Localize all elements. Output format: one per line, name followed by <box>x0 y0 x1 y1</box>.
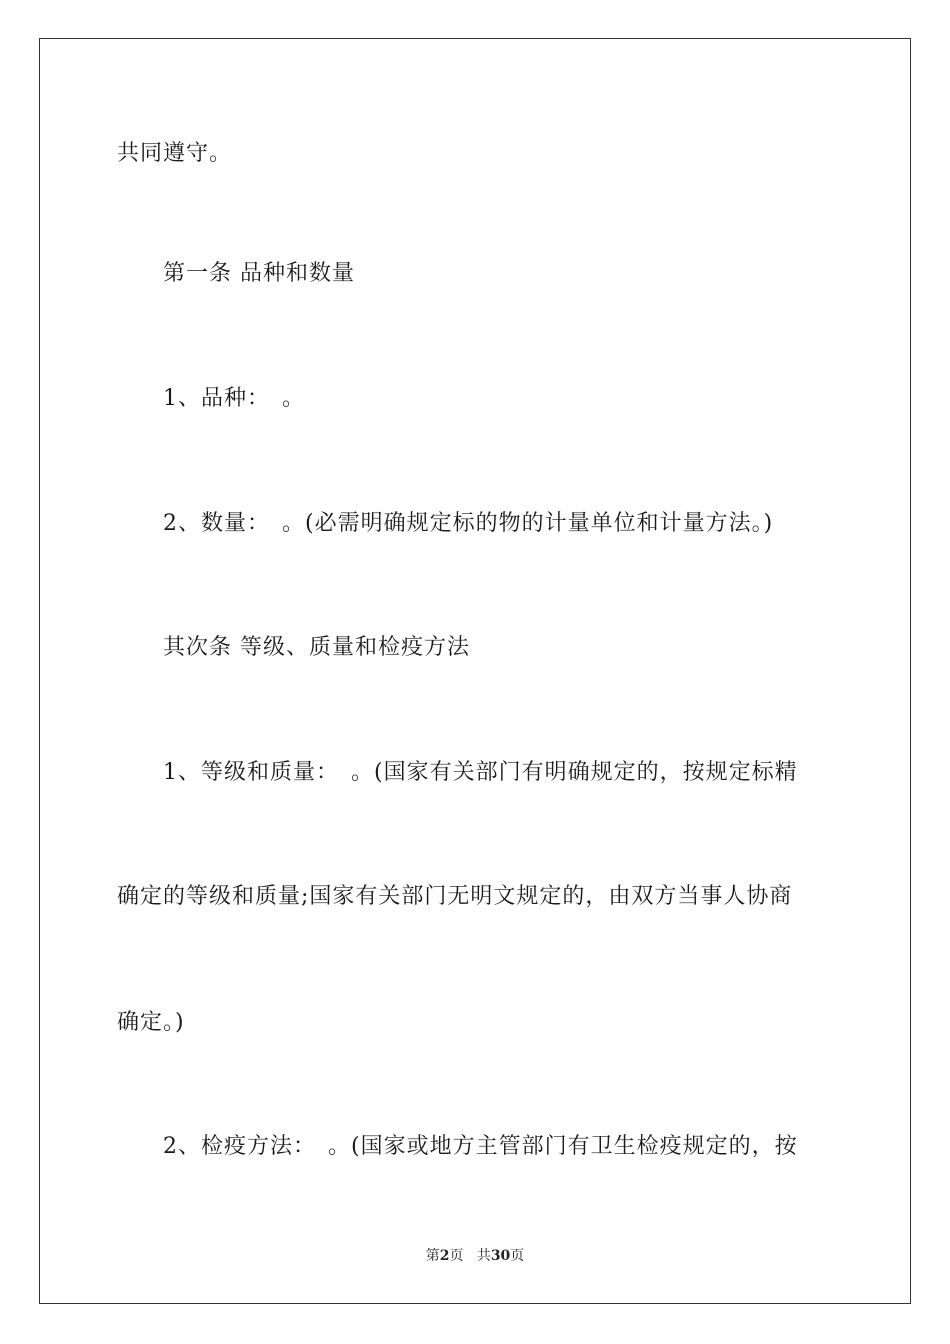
article-1-heading: 第一条 品种和数量 <box>163 261 355 286</box>
page-footer <box>0 1246 950 1266</box>
text-line-grade-quality-end: 确定。) <box>117 1010 185 1035</box>
text-line-grade-quality-cont: 确定的等级和质量;国家有关部门无明文规定的，由双方当事人协商 <box>117 884 793 909</box>
article-2-heading: 其次条 等级、质量和检疫方法 <box>163 635 470 660</box>
footer-total-prefix: 共 <box>476 1248 491 1264</box>
text-line-grade-quality: 1、等级和质量： 。(国家有关部门有明确规定的，按规定标精 <box>163 760 798 785</box>
footer-total-pages: 30 <box>490 1248 511 1264</box>
footer-page-suffix: 页 <box>449 1248 464 1264</box>
text-line-variety: 1、品种： 。 <box>163 386 305 411</box>
footer-total-suffix: 页 <box>510 1248 525 1264</box>
text-line-inspection: 2、检疫方法： 。(国家或地方主管部门有卫生检疫规定的，按 <box>163 1134 798 1159</box>
text-line-1: 共同遵守。 <box>117 141 233 166</box>
footer-page-number: 2 <box>439 1248 450 1264</box>
text-line-quantity: 2、数量： 。(必需明确规定标的物的计量单位和计量方法。) <box>163 511 774 536</box>
page-border <box>39 38 911 1304</box>
footer-page-prefix: 第 <box>425 1248 440 1264</box>
